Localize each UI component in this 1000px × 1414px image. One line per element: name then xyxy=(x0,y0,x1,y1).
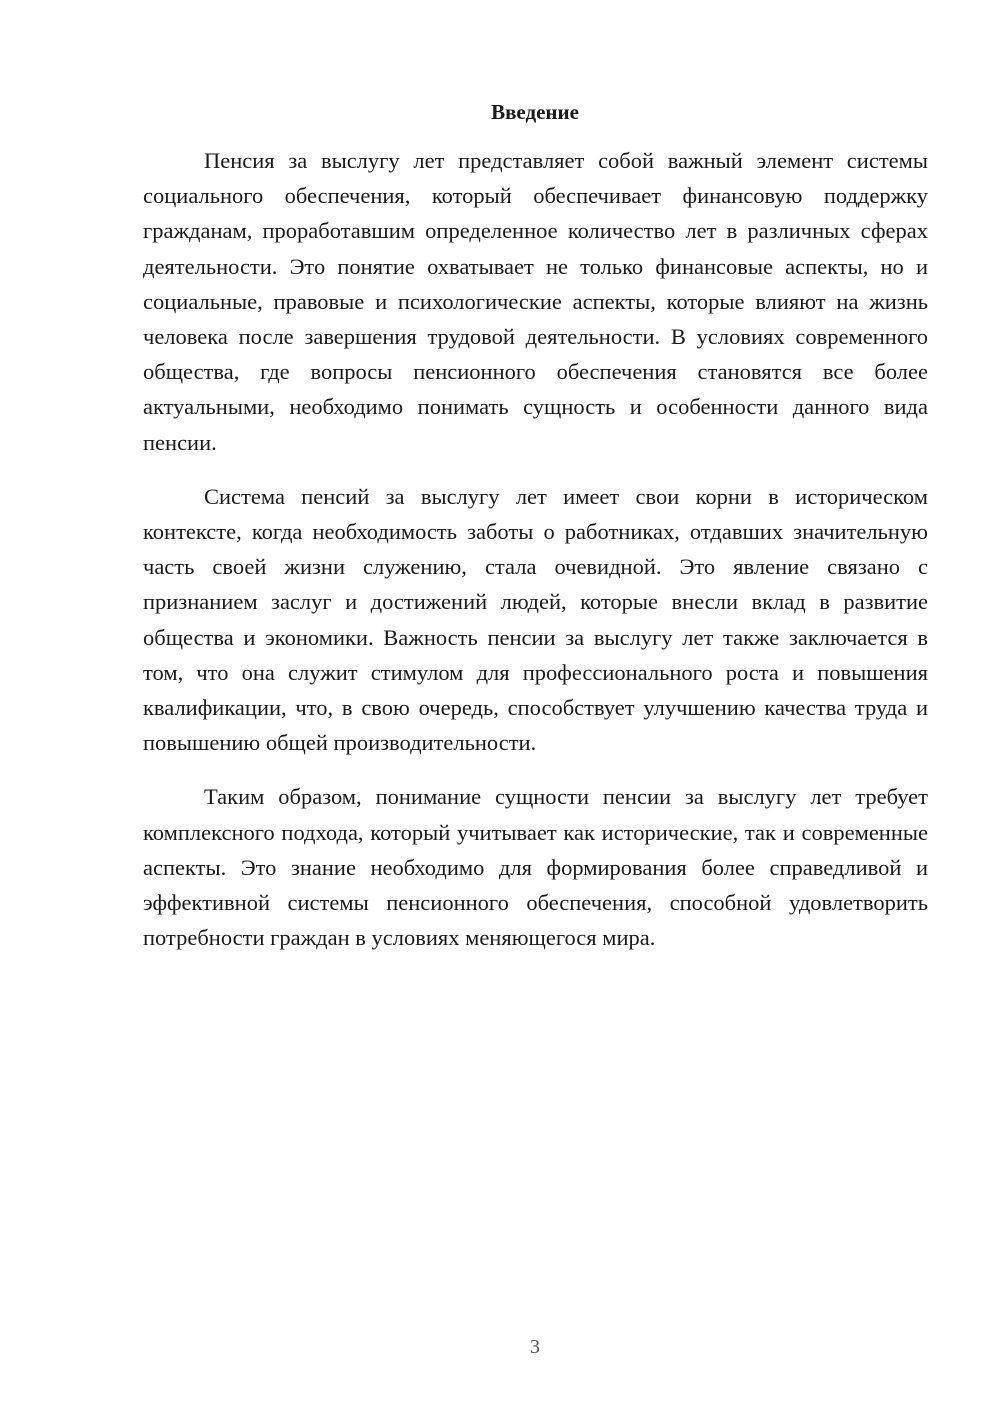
paragraph-2: Система пенсий за выслугу лет имеет свои корни в историческом контексте, когда необходимость заботы о работниках, отдавших значительную часть своей жизни служению, стала очевидной. Это явление связано с признанием заслуг и достижений людей, которые внесли вклад в развитие общества и экономики. Важность пенсии за выслугу лет также заключается в том, что она служит стимулом для профессионального роста и повышения квалификации, что, в свою очередь, способствует улучшению качества труда и повышению общей производительности. xyxy=(143,483,928,756)
section-title: Введение xyxy=(491,100,579,124)
body-text xyxy=(143,143,928,974)
page-number: 3 xyxy=(530,1336,540,1358)
paragraph-3: Таким образом, понимание сущности пенсии за выслугу лет требует комплексного подхода, который учитывает как исторические, так и современные аспекты. Это знание необходимо для формирования более справедливой и эффективной системы пенсионного обеспечения, способной удовлетворить потребности граждан в условиях меняющегося мира. xyxy=(143,784,928,951)
paragraph-1: Пенсия за выслугу лет представляет собой важный элемент системы социального обеспечения, который обеспечивает финансовую поддержку гражданам, проработавшим определенное количество лет в различных сферах деятельности. Это понятие охватывает не только финансовые аспекты, но и социальные, правовые и психологические аспекты, которые влияют на жизнь человека после завершения трудовой деятельности. В условиях современного общества, где вопросы пенсионного обеспечения становятся все более актуальными, необходимо понимать сущность и особенности данного вида пенсии. xyxy=(143,148,928,455)
